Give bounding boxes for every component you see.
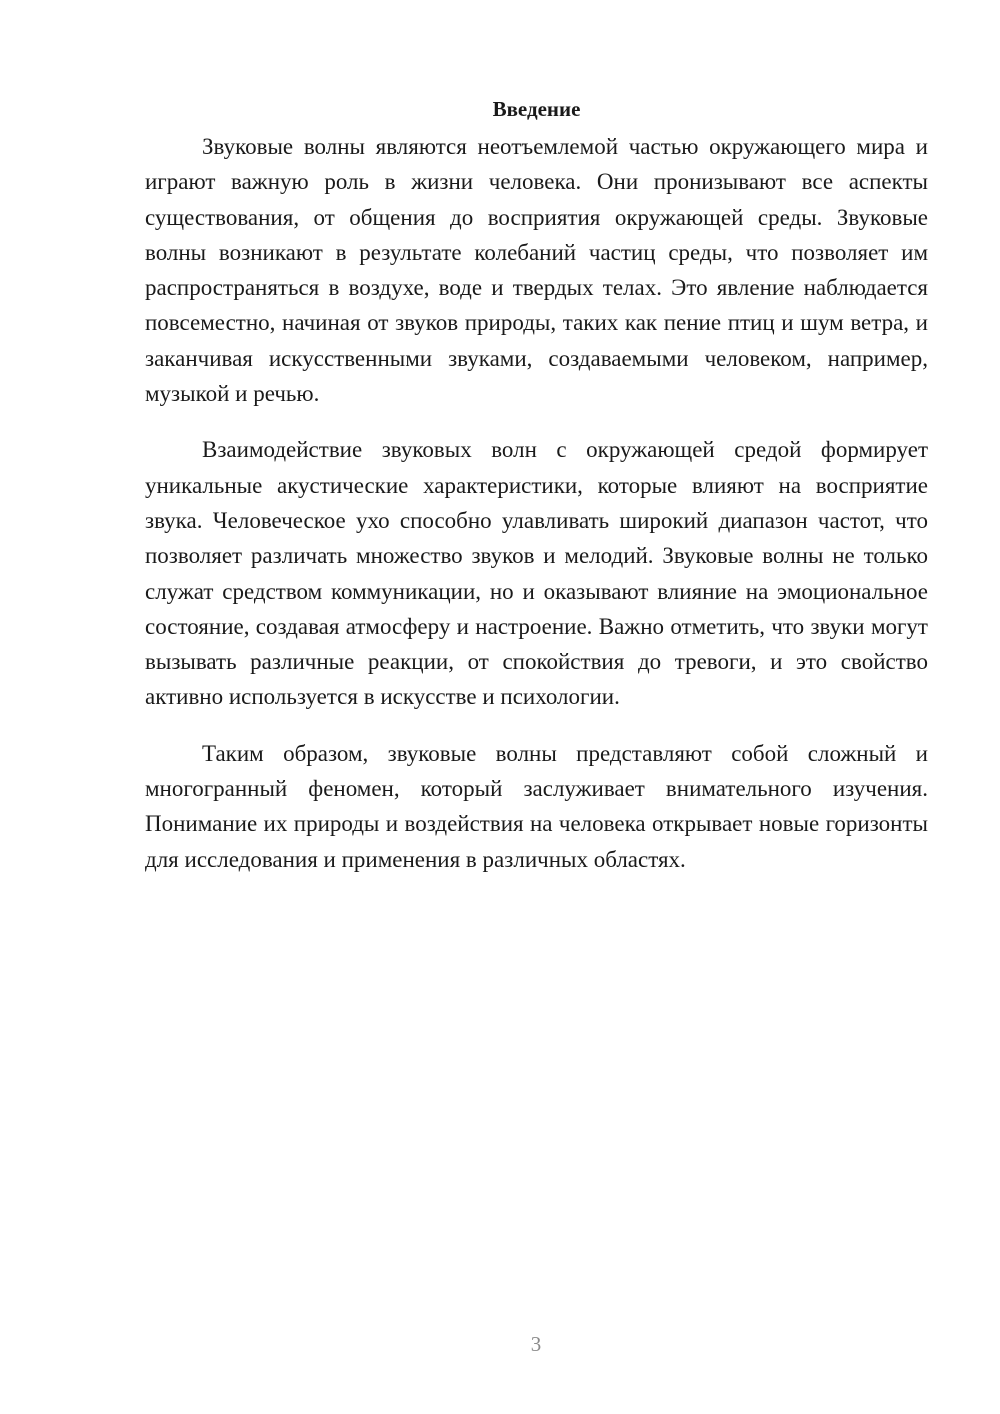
- section-title: Введение: [492, 97, 581, 121]
- paragraph-3: Таким образом, звуковые волны представляют собой сложный и многогранный феномен, который заслуживает внимательного изучения. Понимание их природы и воздействия на человека открывает новые горизонты для исследования и применения в различных областях.: [145, 740, 928, 872]
- paragraph-2: Взаимодействие звуковых волн с окружающей средой формирует уникальные акустические характеристики, которые влияют на восприятие звука. Человеческое ухо способно улавливать широкий диапазон частот, что позволяет различать множество звуков и мелодий. Звуковые волны не только служат средством коммуникации, но и оказывают влияние на эмоциональное состояние, создавая атмосферу и настроение. Важно отметить, что звуки могут вызывать различные реакции, от спокойствия до тревоги, и это свойство активно используется в искусстве и психологии.: [145, 437, 928, 710]
- page-content: [145, 92, 928, 898]
- paragraph-1: Звуковые волны являются неотъемлемой частью окружающего мира и играют важную роль в жизни человека. Они пронизывают все аспекты существования, от общения до восприятия окружающей среды. Звуковые волны возникают в результате колебаний частиц среды, что позволяет им распространяться в воздухе, воде и твердых телах. Это явление наблюдается повсеместно, начиная от звуков природы, таких как пение птиц и шум ветра, и заканчивая искусственными звуками, создаваемыми человеком, например, музыкой и речью.: [145, 134, 928, 407]
- page-number: 3: [530, 1332, 542, 1356]
